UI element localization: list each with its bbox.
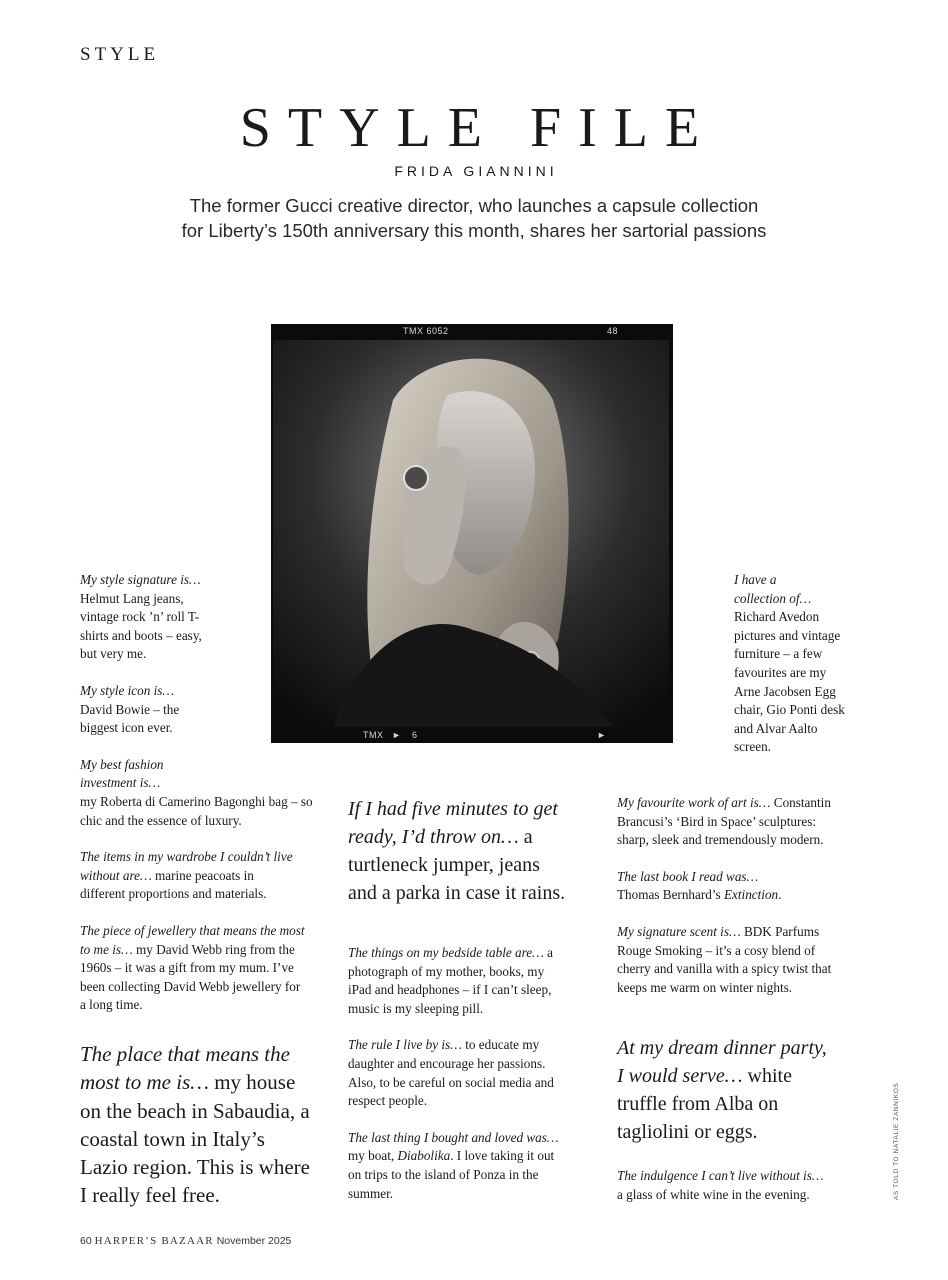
qa-item: The last book I read was… Thomas Bernhard’s Extinction. [617, 868, 782, 903]
page-folio [80, 1235, 291, 1247]
pull-quote-place: The place that means the most to me is… my house on the beach in Sabaudia, a coastal town in Italy’s Lazio region. This is where I really feel free. [80, 1042, 310, 1208]
middle-column [348, 944, 563, 1221]
issue-date: November 2025 [216, 1235, 292, 1247]
film-code-top: TMX 6052 [403, 326, 449, 336]
standfirst-line: for Liberty’s 150th anniversary this month, shares her sartorial passions [181, 220, 767, 241]
qa-item: My favourite work of art is… Constantin Brancusi’s ‘Bird in Space’ sculptures: sharp, sleek and tremendously modern. [617, 795, 831, 848]
left-column [80, 571, 315, 1033]
qa-item: My signature scent is… BDK Parfums Rouge Smoking – it’s a cosy blend of cherry and vanilla with a spicy twist that keeps me warm on winter nights. [617, 923, 832, 995]
qa-item: The items in my wardrobe I couldn’t live without are… marine peacoats in different proportions and materials. [80, 849, 293, 902]
pull-quote-outfit: If I had five minutes to get ready, I’d throw on… a turtleneck jumper, jeans and a parka in case it rains. [348, 798, 566, 904]
page-number: 60 [80, 1235, 92, 1247]
film-arrow-icon: ► [392, 730, 402, 740]
qa-item: The rule I live by is… to educate my daughter and encourage her passions. Also, to be careful on social media and respect people. [348, 1037, 554, 1109]
qa-item: The piece of jewellery that means the most to me is… my David Webb ring from the 1960s – it was a gift from my mum. I’ve been collecting David Webb jewellery for a long time. [80, 922, 305, 1013]
qa-item: The last thing I bought and loved was… my boat, Diabolika. I love taking it out on trips to the island of Ponza in the summer. [348, 1129, 559, 1201]
film-code-bottom: TMX [363, 730, 384, 740]
page-title: STYLE FILE [239, 97, 717, 159]
right-column [734, 571, 852, 775]
pull-quote-dinner: At my dream dinner party, I would serve… white truffle from Alba on tagliolini or eggs. [617, 1037, 827, 1143]
section-label: STYLE [80, 44, 160, 65]
portrait-illustration [273, 340, 669, 727]
qa-item: My style signature is… Helmut Lang jeans, vintage rock ’n’ roll T-shirts and boots – easy, but very me. [80, 572, 202, 662]
qa-item: I have a collection of… Richard Avedon pictures and vintage furniture – a few favourites are my Arne Jacobsen Egg chair, Gio Ponti desk and Alvar Aalto screen. [734, 572, 845, 755]
portrait-photo [271, 324, 673, 743]
right-lower-column [617, 794, 847, 1015]
film-frame-bottom: 6 [412, 730, 418, 740]
portrait-image [273, 340, 669, 727]
standfirst-line: The former Gucci creative director, who launches a capsule collection [189, 195, 759, 216]
qa-item-indulgence: The indulgence I can’t live without is… a glass of white wine in the evening. [617, 1168, 824, 1202]
film-arrow-icon: ► [597, 730, 607, 740]
qa-item: My best fashion investment is… my Roberta di Camerino Bagonghi bag – so chic and the essence of luxury. [80, 756, 313, 828]
qa-item: My style icon is… David Bowie – the biggest icon ever. [80, 682, 180, 736]
magazine-name: HARPER’S BAZAAR [94, 1235, 214, 1247]
film-frame-top: 48 [607, 326, 619, 336]
standfirst [110, 193, 838, 243]
qa-item: The things on my bedside table are… a photograph of my mother, books, my iPad and headphones – if I can’t sleep, music is my sleeping pill. [348, 945, 553, 1016]
subject-name: FRIDA GIANNINI [394, 163, 558, 179]
